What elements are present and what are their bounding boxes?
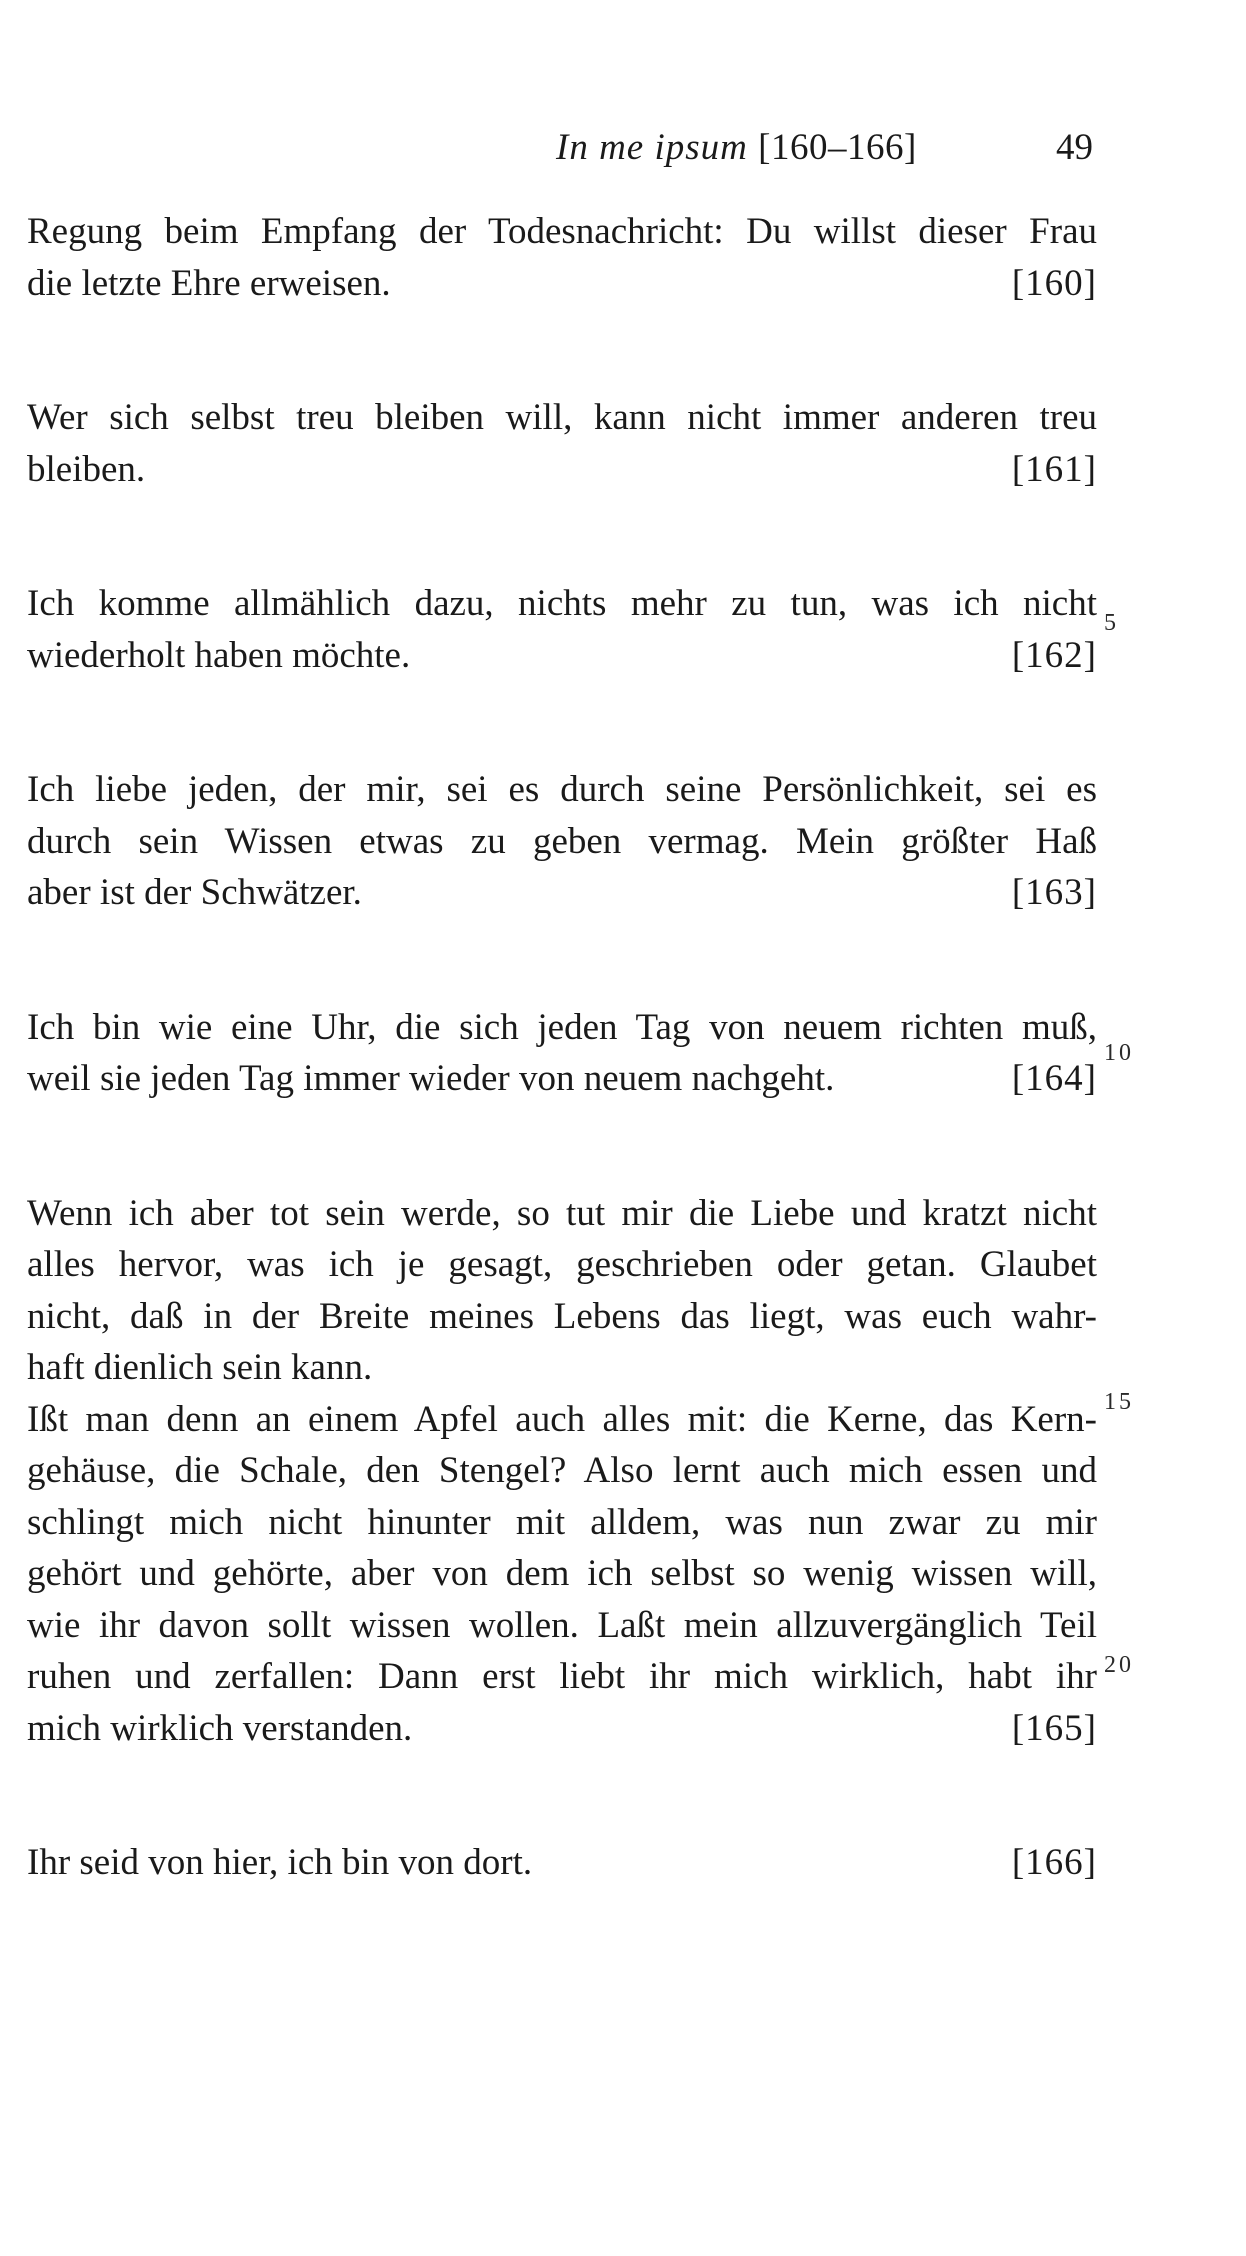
text-line: nicht, daß in der Breite meines Lebens das liegt, was euch wahr- xyxy=(27,1295,1097,1337)
aphorism-entry xyxy=(27,392,1097,495)
aphorism-entry xyxy=(27,764,1097,919)
aphorism-entry xyxy=(27,1837,1097,1889)
entry-number: [164] xyxy=(1011,1058,1097,1099)
text-line-last xyxy=(27,867,1097,919)
text-line: Ich liebe jeden, der mir, sei es durch seine Persönlichkeit, sei es xyxy=(27,769,1097,810)
line-marker: 10 xyxy=(1104,1040,1134,1066)
text-line: ruhen und zerfallen: Dann erst liebt ihr mich wirklich, habt ihr xyxy=(27,1656,1097,1697)
page-number: 49 xyxy=(1056,127,1093,168)
text-line: wie ihr davon sollt wissen wollen. Laßt mein allzuvergänglich Teil xyxy=(27,1604,1097,1646)
line-marker: 5 xyxy=(1104,610,1119,636)
text-line-last xyxy=(27,1053,1097,1105)
text-line: Regung beim Empfang der Todesnachricht: Du willst dieser Frau xyxy=(27,211,1097,252)
text-line: alles hervor, was ich je gesagt, geschrieben oder getan. Glaubet xyxy=(27,1244,1097,1285)
text-line: schlingt mich nicht hinunter mit alldem, was nun zwar zu mir xyxy=(27,1501,1097,1543)
entry-number: [160] xyxy=(1011,262,1097,304)
entry-number: [163] xyxy=(1011,872,1097,913)
entry-number: [165] xyxy=(1011,1707,1097,1749)
entry-number: [162] xyxy=(1011,634,1097,676)
text-line: Ihr seid von hier, ich bin von dort. xyxy=(27,1842,533,1883)
text-line-last xyxy=(27,258,1097,310)
running-title: In me ipsum xyxy=(556,127,748,168)
aphorism-entry xyxy=(27,1002,1097,1105)
entry-number: [161] xyxy=(1011,448,1097,490)
text-line: gehäuse, die Schale, den Stengel? Also lernt auch mich essen und xyxy=(27,1450,1097,1491)
text-line: mich wirklich verstanden. xyxy=(27,1707,413,1749)
text-line: weil sie jeden Tag immer wieder von neuem nachgeht. xyxy=(27,1058,835,1099)
text-line: haft dienlich sein kann. xyxy=(27,1347,373,1388)
line-marker: 20 xyxy=(1104,1652,1134,1678)
text-line: die letzte Ehre erweisen. xyxy=(27,262,391,304)
aphorism-entry xyxy=(27,578,1097,681)
running-head xyxy=(556,126,917,169)
text-line: bleiben. xyxy=(27,448,146,490)
text-line: Wer sich selbst treu bleiben will, kann nicht immer anderen treu xyxy=(27,397,1097,438)
text-line-last xyxy=(27,1837,1097,1889)
text-line-last xyxy=(27,630,1097,682)
line-marker: 15 xyxy=(1104,1389,1134,1415)
text-line: gehört und gehörte, aber von dem ich selbst so wenig wissen will, xyxy=(27,1553,1097,1594)
text-line: Ich bin wie eine Uhr, die sich jeden Tag von neuem richten muß, xyxy=(27,1006,1097,1048)
aphorism-list xyxy=(27,206,1097,1889)
text-line-last xyxy=(27,444,1097,496)
entry-number: [166] xyxy=(1011,1842,1097,1883)
text-line: Ich komme allmählich dazu, nichts mehr zu tun, was ich nicht xyxy=(27,583,1097,624)
text-line: Ißt man denn an einem Apfel auch alles mit: die Kerne, das Kern- xyxy=(27,1398,1097,1440)
aphorism-entry xyxy=(27,206,1097,309)
text-line: wiederholt haben möchte. xyxy=(27,634,411,676)
aphorism-entry xyxy=(27,1188,1097,1755)
text-line-last xyxy=(27,1703,1097,1755)
text-line: Wenn ich aber tot sein werde, so tut mir die Liebe und kratzt nicht xyxy=(27,1192,1097,1234)
running-range: [160–166] xyxy=(758,127,917,168)
text-line: aber ist der Schwätzer. xyxy=(27,872,362,913)
text-line: durch sein Wissen etwas zu geben vermag. Mein größter Haß xyxy=(27,820,1097,862)
